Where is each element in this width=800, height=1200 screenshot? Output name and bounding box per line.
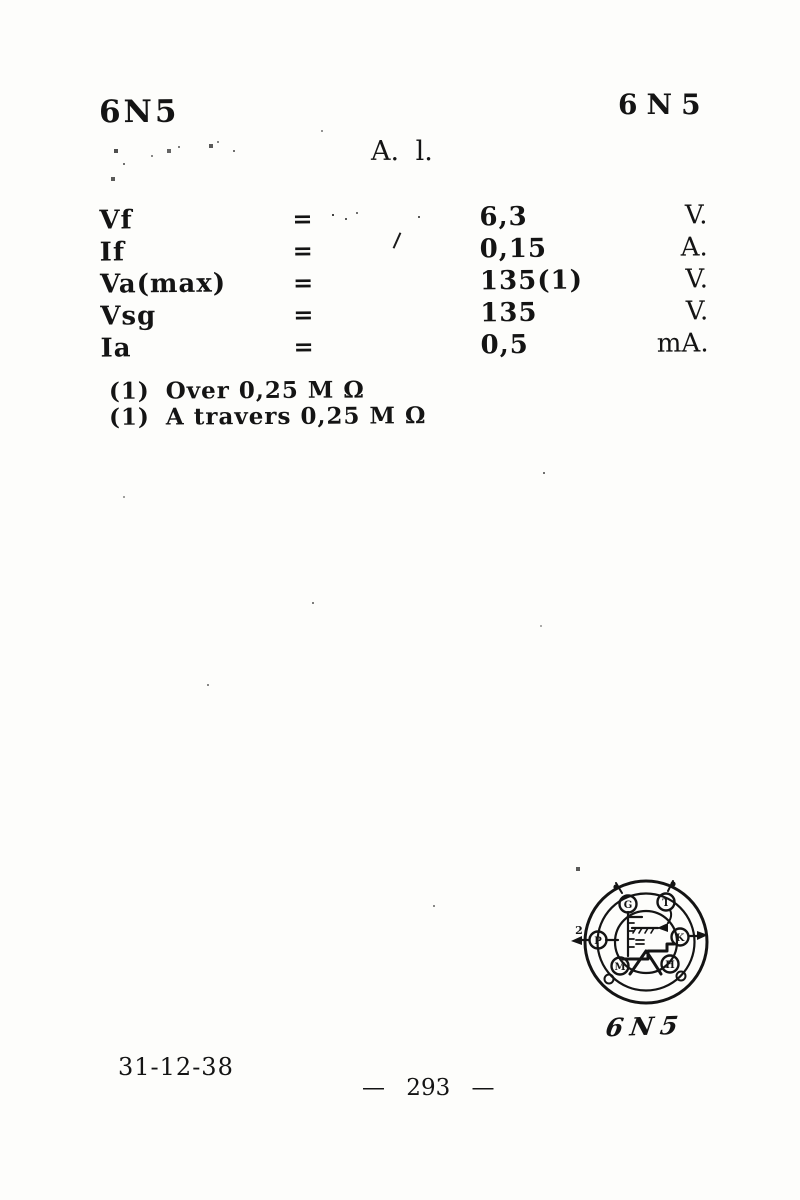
tube-title-left: 6N5 [98,93,180,131]
pin-label-cathode: K [675,933,685,944]
section-heading: A. l. [371,136,433,167]
footnote-ref: (1) [108,377,150,405]
spec-value: 0,5 [480,329,529,361]
footnote-french [109,402,426,430]
spec-value: 135 [480,297,538,329]
spec-symbol: If [99,237,126,268]
spec-symbol: Va(max) [99,268,227,300]
spec-symbol: Vf [99,205,133,236]
pin-label-plate: P [594,936,602,947]
scan-noise-speckles [0,0,2,2]
pin-label-grid: G [623,900,633,911]
spec-symbol: Vsg [100,301,157,332]
spec-value: 0,15 [479,233,548,265]
spec-row-va-max [100,264,708,301]
pin-label-heater-2: H [665,960,675,971]
tube-base-diagram [570,870,730,1052]
equals-sign: = [293,299,314,329]
spec-value: 135(1) [479,265,584,297]
spec-unit: V. [684,200,708,231]
spec-row-vsg [100,296,708,333]
equals-sign: = [292,203,313,233]
date-code: 31-12-38 [118,1053,234,1081]
spec-unit: mA. [656,328,709,359]
footnotes [109,376,427,430]
spec-row-if [100,232,708,269]
spec-unit: V. [685,296,709,327]
spec-unit: V. [685,264,709,295]
spec-unit: A. [680,232,708,263]
diagram-caption: 6N5 [603,1010,687,1043]
footnote-text: Over 0,25 M Ω [165,376,365,405]
pin-label-heater-1: M [614,962,626,973]
page-number: — 293 — [362,1075,495,1101]
footnote-text: A travers 0,25 M Ω [165,402,427,431]
footnote-ref: (1) [109,403,150,431]
spec-symbol: Ia [100,333,132,364]
equals-sign: = [292,235,313,265]
spec-row-ia [100,328,708,365]
tube-socket-schematic [570,870,722,1020]
spec-value: 6,3 [479,201,528,233]
footnote-english [109,376,426,404]
equals-sign: = [292,267,314,297]
pin-label-target: T [662,898,670,909]
spec-row-vf [99,200,707,237]
equals-sign: = [293,331,314,361]
pin-number-label: 2 [575,924,583,937]
tube-title-right: 6N5 [618,88,710,121]
spec-table [99,200,708,365]
